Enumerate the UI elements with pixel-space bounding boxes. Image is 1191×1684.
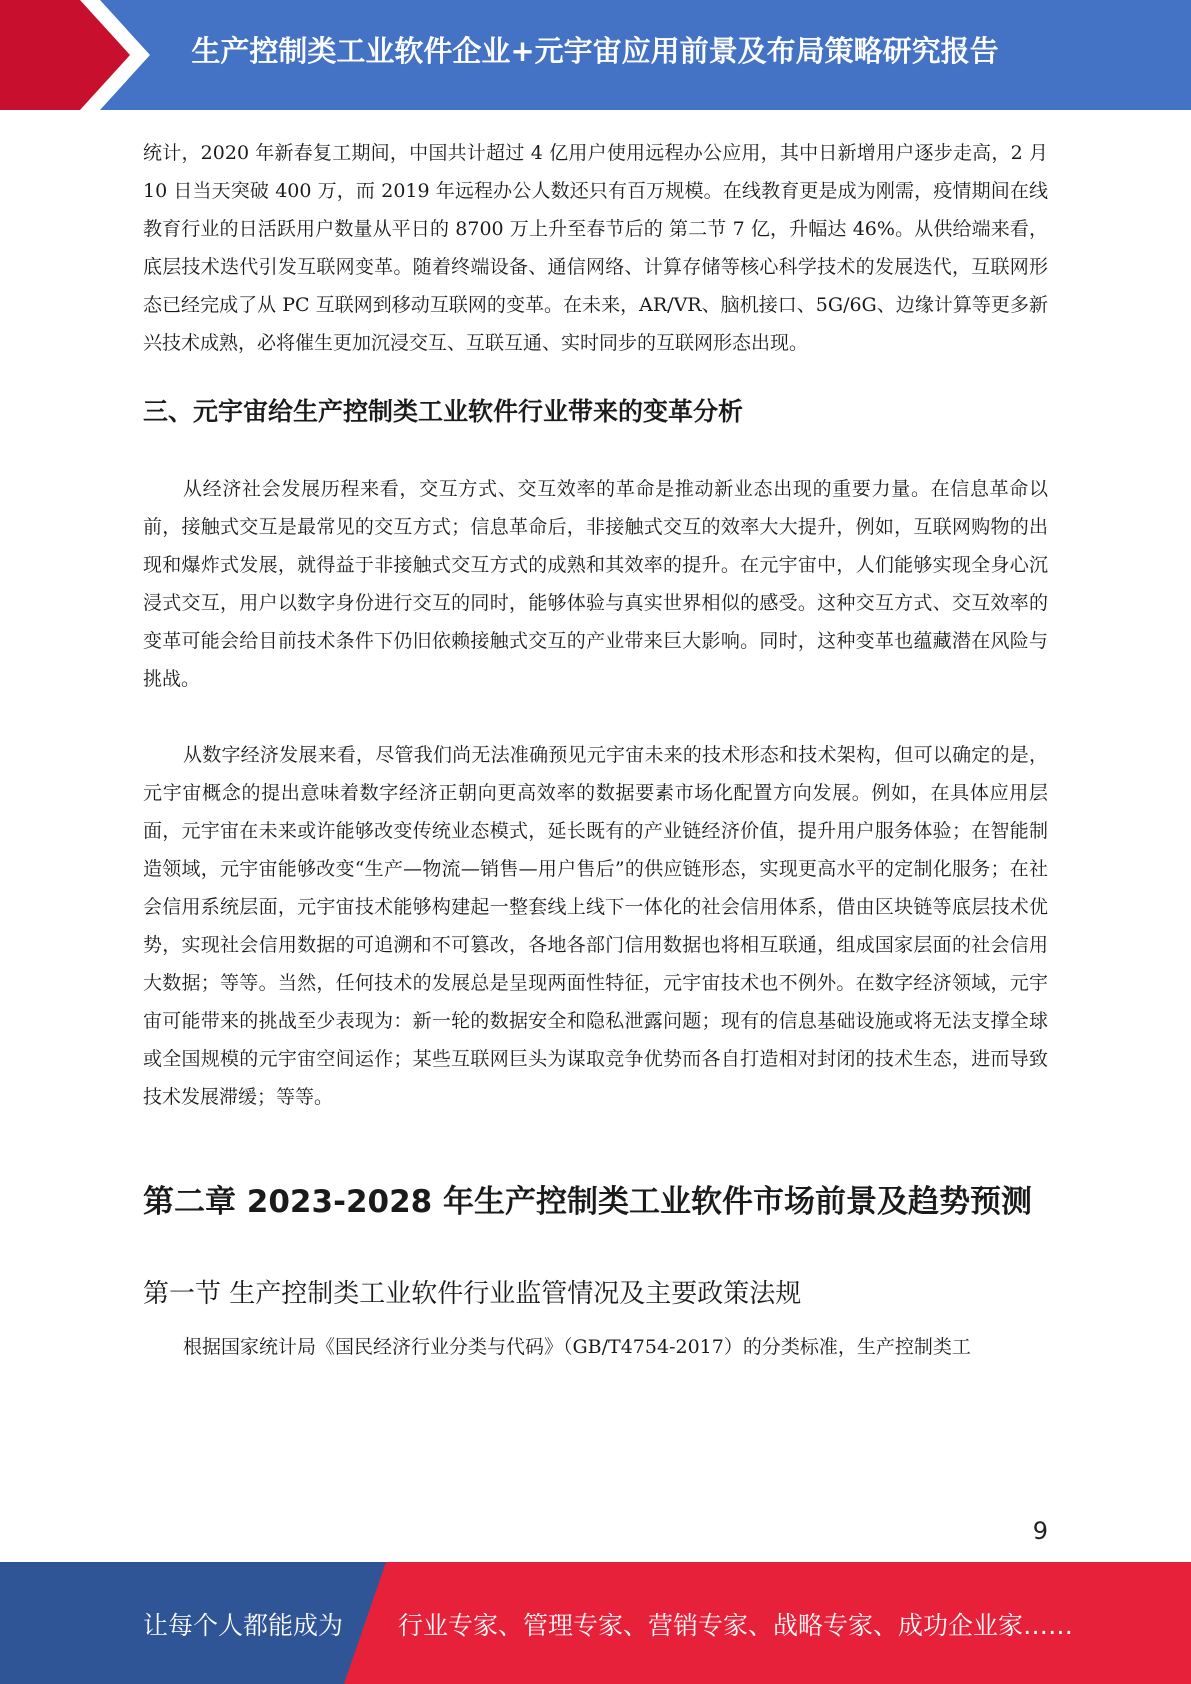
- paragraph-remote-office: 统计，2020 年新春复工期间，中国共计超过 4 亿用户使用远程办公应用，其中日新增用户逐步走高，2 月 10 日当天突破 400 万，而 2019 年远程办公人数还只有百万规模。在线教育更是成为刚需，疫情期间在线教育行业的日活跃用户数量从平日的 8700 万上升至春节后的 第二节 7 亿，升幅达 46%。从供给端来看，底层技术迭代引发互联网变革。随着终端设备、通信网络、计算存储等核心科学技术的发展迭代，互联网形态已经完成了从 PC 互联网到移动互联网的变革。在未来，AR/VR、脑机接口、5G/6G、边缘计算等更多新兴技术成熟，必将催生更加沉浸交互、互联互通、实时同步的互联网形态出现。: [143, 142, 1048, 354]
- footer-slogan-left: 让每个人都能成为: [143, 1611, 344, 1640]
- page-header: [0, 0, 1191, 110]
- page-footer: [0, 1562, 1191, 1684]
- report-title: 生产控制类工业软件企业+元宇宙应用前景及布局策略研究报告: [191, 34, 999, 68]
- page-number: 9: [1032, 1517, 1048, 1545]
- paragraph-digital-economy: 从数字经济发展来看，尽管我们尚无法准确预见元宇宙未来的技术形态和技术架构，但可以确定的是，元宇宙概念的提出意味着数字经济正朝向更高效率的数据要素市场化配置方向发展。例如，在具体应用层面，元宇宙在未来或许能够改变传统业态模式，延长既有的产业链经济价值，提升用户服务体验；在智能制造领域，元宇宙能够改变“生产—物流—销售—用户售后”的供应链形态，实现更高水平的定制化服务；在社会信用系统层面，元宇宙技术能够构建起一整套线上线下一体化的社会信用体系，借由区块链等底层技术优势，实现社会信用数据的可追溯和不可篡改，各地各部门信用数据也将相互联通，组成国家层面的社会信用大数据；等等。当然，任何技术的发展总是呈现两面性特征，元宇宙技术也不例外。在数字经济领域，元宇宙可能带来的挑战至少表现为：新一轮的数据安全和隐私泄露问题；现有的信息基础设施或将无法支撑全球或全国规模的元宇宙空间运作；某些互联网巨头为谋取竞争优势而各自打造相对封闭的技术生态，进而导致技术发展滞缓；等等。: [143, 744, 1048, 1108]
- document-body: [143, 134, 1048, 1366]
- paragraph-interaction: 从经济社会发展历程来看，交互方式、交互效率的革命是推动新业态出现的重要力量。在信息革命以前，接触式交互是最常见的交互方式；信息革命后，非接触式交互的效率大大提升，例如，互联网购物的出现和爆炸式发展，就得益于非接触式交互方式的成熟和其效率的提升。在元宇宙中，人们能够实现全身心沉浸式交互，用户以数字身份进行交互的同时，能够体验与真实世界相似的感受。这种交互方式、交互效率的变革可能会给目前技术条件下仍旧依赖接触式交互的产业带来巨大影响。同时，这种变革也蕴藏潜在风险与挑战。: [143, 478, 1048, 690]
- paragraph-classification: 根据国家统计局《国民经济行业分类与代码》（GB/T4754-2017）的分类标准，生产控制类工: [183, 1336, 971, 1358]
- chapter-heading-2: 第二章 2023-2028 年生产控制类工业软件市场前景及趋势预测: [143, 1184, 1033, 1220]
- footer-slogan-right: 行业专家、管理专家、营销专家、战略专家、成功企业家……: [398, 1611, 1074, 1640]
- section-heading-1: 第一节 生产控制类工业软件行业监管情况及主要政策法规: [143, 1279, 802, 1309]
- section-heading-3: 三、元宇宙给生产控制类工业软件行业带来的变革分析: [143, 397, 744, 426]
